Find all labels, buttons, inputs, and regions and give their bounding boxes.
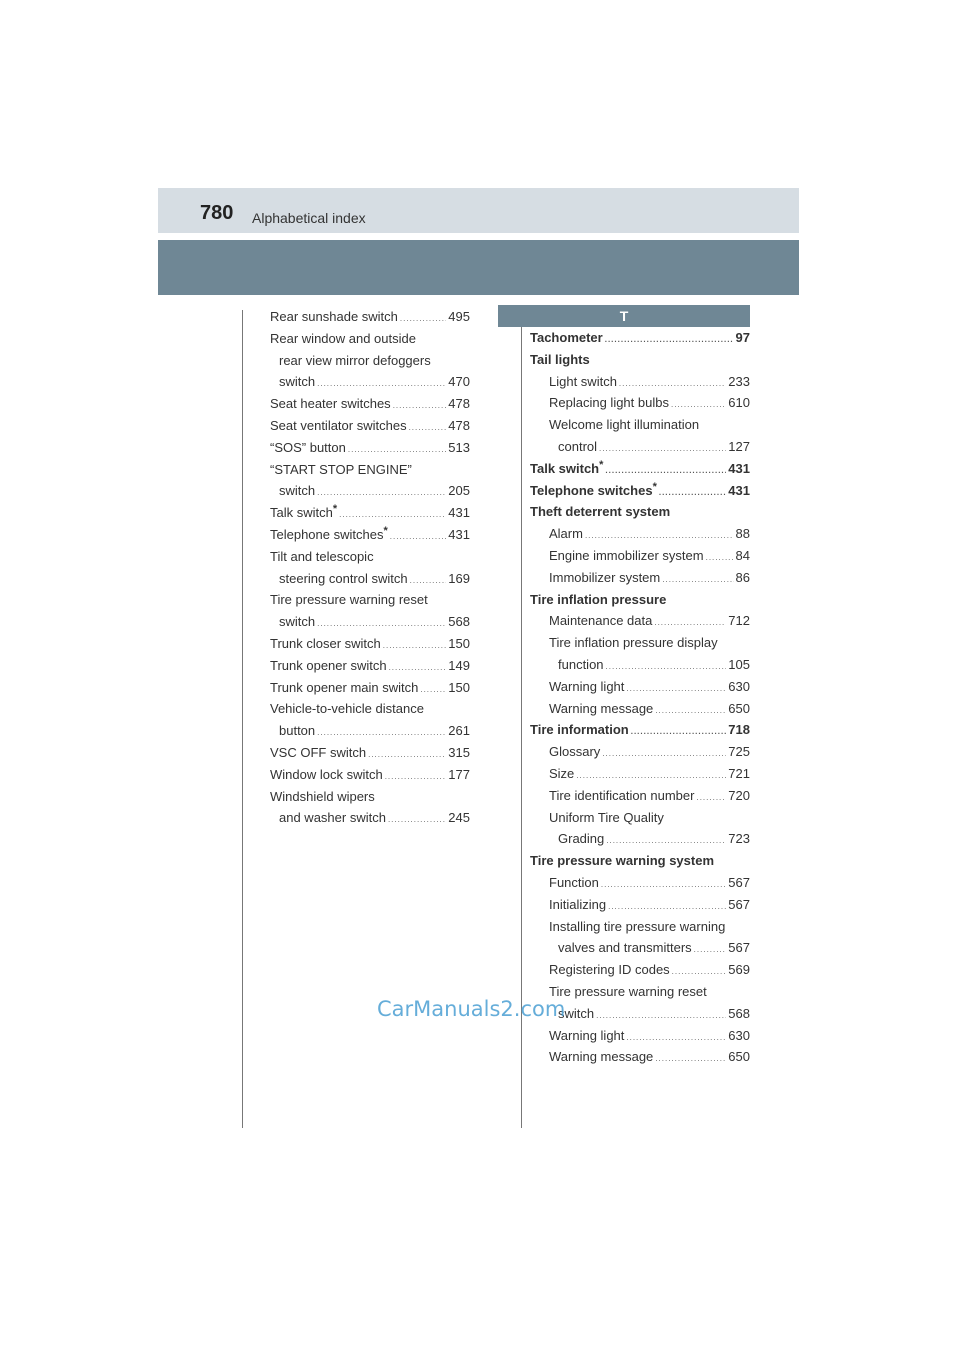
index-entry[interactable]: [270, 698, 470, 720]
index-entry-label: Trunk opener main switch: [270, 679, 419, 695]
index-entry-page: 169: [448, 570, 470, 586]
leader-dots: [672, 961, 727, 983]
index-entry[interactable]: [530, 850, 750, 872]
index-entry-label: Tire pressure warning reset: [549, 983, 707, 999]
index-entry-label: Theft deterrent system: [530, 504, 671, 520]
leader-dots: [400, 308, 446, 330]
index-entry-page: 431: [448, 505, 470, 521]
index-entry-label: Warning message: [549, 700, 654, 716]
section-title: Alphabetical index: [252, 210, 366, 226]
index-entry-page: 723: [728, 831, 750, 847]
leader-dots: [368, 744, 446, 766]
index-entry-label: switch: [279, 483, 316, 499]
index-entry-label: Grading: [558, 831, 605, 847]
index-entry-label: Light switch: [549, 373, 617, 389]
leader-dots: [655, 700, 726, 722]
index-entry-label: Immobilizer system: [549, 569, 661, 585]
index-entry-label: Seat ventilator switches: [270, 417, 407, 433]
index-entry[interactable]: [270, 459, 470, 481]
index-entry[interactable]: [530, 327, 750, 349]
leader-dots: [605, 460, 726, 482]
index-entry-page: 478: [448, 396, 470, 412]
leader-dots: [605, 329, 734, 351]
index-entry-label: Telephone switches: [530, 482, 653, 498]
index-entry-label: steering control switch: [279, 570, 408, 586]
index-entry-label: Engine immobilizer system: [549, 547, 704, 563]
index-entry-page: 569: [728, 962, 750, 978]
index-entry-page: 105: [728, 656, 750, 672]
index-column-right: [530, 327, 750, 1068]
index-entry[interactable]: [270, 568, 470, 590]
index-entry-label: function: [558, 656, 604, 672]
footnote-asterisk: *: [599, 458, 604, 471]
leader-dots: [696, 787, 726, 809]
index-entry-label: Tire identification number: [549, 787, 695, 803]
index-entry[interactable]: [530, 610, 750, 632]
leader-dots: [706, 547, 734, 569]
index-entry-label: Seat heater switches: [270, 396, 391, 412]
leader-dots: [385, 766, 447, 788]
index-entry[interactable]: [270, 677, 470, 699]
index-entry-label: Trunk closer switch: [270, 635, 381, 651]
index-entry-page: 97: [735, 330, 750, 345]
leader-dots: [317, 722, 446, 744]
leader-dots: [662, 569, 733, 591]
index-entry[interactable]: [270, 546, 470, 568]
index-entry-label: Initializing: [549, 896, 607, 912]
index-entry[interactable]: [530, 1046, 750, 1068]
index-entry-page: 567: [728, 940, 750, 956]
leader-dots: [409, 417, 447, 439]
watermark: CarManuals2.com: [377, 997, 566, 1021]
leader-dots: [626, 1027, 726, 1049]
index-entry-label: Installing tire pressure warning: [549, 918, 726, 934]
index-entry-page: 725: [728, 744, 750, 760]
index-entry-label: VSC OFF switch: [270, 744, 367, 760]
index-entry[interactable]: [530, 741, 750, 763]
index-entry-page: 431: [728, 460, 750, 476]
index-entry[interactable]: [270, 742, 470, 764]
leader-dots: [599, 438, 726, 460]
index-entry-label: Tachometer: [530, 330, 603, 345]
index-entry-label: “SOS” button: [270, 439, 346, 455]
leader-dots: [619, 373, 726, 395]
leader-dots: [317, 373, 446, 395]
leader-dots: [420, 679, 446, 701]
index-entry-page: 150: [448, 635, 470, 651]
index-entry[interactable]: [270, 764, 470, 786]
section-letter-band: T: [498, 305, 750, 327]
index-entry[interactable]: [270, 633, 470, 655]
index-entry[interactable]: [530, 785, 750, 807]
index-entry[interactable]: [270, 611, 470, 633]
index-entry-page: 149: [448, 657, 470, 673]
index-entry-label: Talk switch: [270, 505, 333, 521]
leader-dots: [339, 504, 446, 526]
index-entry-page: 720: [728, 787, 750, 803]
header-band: [158, 240, 799, 295]
index-entry[interactable]: [270, 655, 470, 677]
leader-dots: [631, 721, 727, 743]
leader-dots: [585, 525, 734, 547]
leader-dots: [694, 939, 727, 961]
index-entry-page: 568: [448, 614, 470, 630]
index-entry-label: Tire inflation pressure display: [549, 635, 718, 651]
index-entry-page: 150: [448, 679, 470, 695]
index-entry-label: Tire pressure warning reset: [270, 592, 428, 608]
index-entry[interactable]: [530, 937, 750, 959]
index-entry-label: Rear window and outside: [270, 330, 416, 346]
index-entry[interactable]: [270, 328, 470, 350]
index-entry[interactable]: [270, 720, 470, 742]
index-entry-label: Registering ID codes: [549, 962, 670, 978]
index-entry-label: switch: [558, 1005, 595, 1021]
index-entry-label: Talk switch: [530, 460, 600, 476]
index-entry-page: 177: [448, 766, 470, 782]
index-entry[interactable]: [530, 414, 750, 436]
index-entry-page: 233: [728, 373, 750, 389]
index-entry[interactable]: [530, 371, 750, 393]
page-number: 780: [200, 202, 234, 224]
index-entry[interactable]: [530, 916, 750, 938]
index-entry-page: 86: [735, 569, 750, 585]
leader-dots: [348, 439, 446, 461]
index-entry-label: Warning message: [549, 1049, 654, 1065]
index-entry-label: switch: [279, 374, 316, 390]
index-entry-page: 630: [728, 678, 750, 694]
index-entry[interactable]: [530, 632, 750, 654]
index-entry[interactable]: [530, 545, 750, 567]
index-entry[interactable]: [270, 589, 470, 611]
index-entry-label: valves and transmitters: [558, 940, 692, 956]
index-entry[interactable]: [530, 501, 750, 523]
index-entry-label: Telephone switches: [270, 526, 384, 542]
index-entry-label: Window lock switch: [270, 766, 383, 782]
index-entry-page: 718: [728, 722, 750, 738]
leader-dots: [602, 743, 726, 765]
index-entry[interactable]: [270, 350, 470, 372]
index-entry-label: “START STOP ENGINE”: [270, 461, 412, 477]
index-entry-page: 568: [728, 1005, 750, 1021]
index-entry-label: Size: [549, 765, 575, 781]
index-entry-page: 712: [728, 613, 750, 629]
index-entry-label: Alarm: [549, 526, 583, 542]
index-entry[interactable]: [270, 786, 470, 808]
index-entry[interactable]: [270, 807, 470, 829]
leader-dots: [606, 830, 726, 852]
index-entry[interactable]: [530, 763, 750, 785]
index-entry[interactable]: [530, 828, 750, 850]
index-entry[interactable]: [270, 437, 470, 459]
index-entry-label: Function: [549, 874, 599, 890]
index-entry-label: control: [558, 438, 598, 454]
index-entry-page: 88: [735, 526, 750, 542]
leader-dots: [626, 678, 726, 700]
index-entry-label: Tire inflation pressure: [530, 591, 667, 607]
leader-dots: [317, 613, 446, 635]
index-entry-page: 567: [728, 874, 750, 890]
index-entry[interactable]: [530, 807, 750, 829]
leader-dots: [383, 635, 447, 657]
index-entry[interactable]: [530, 654, 750, 676]
index-entry-page: 610: [728, 395, 750, 411]
index-entry[interactable]: [530, 589, 750, 611]
index-entry-page: 630: [728, 1027, 750, 1043]
index-entry-label: Rear sunshade switch: [270, 309, 398, 324]
index-entry-label: Vehicle-to-vehicle distance: [270, 701, 424, 717]
left-margin-rule: [242, 310, 243, 1128]
index-entry-page: 567: [728, 896, 750, 912]
leader-dots: [388, 809, 446, 831]
index-entry-page: 431: [448, 526, 470, 542]
index-entry-label: Warning light: [549, 1027, 625, 1043]
index-entry-page: 84: [735, 547, 750, 563]
leader-dots: [655, 1048, 726, 1070]
index-entry-page: 721: [728, 765, 750, 781]
index-entry-page: 470: [448, 374, 470, 390]
leader-dots: [601, 874, 726, 896]
index-entry-page: 650: [728, 700, 750, 716]
index-entry-page: 495: [448, 309, 470, 324]
leader-dots: [389, 657, 447, 679]
index-entry-page: 127: [728, 438, 750, 454]
index-entry[interactable]: [530, 458, 750, 480]
index-column-left: [270, 306, 470, 829]
index-entry-label: Welcome light illumination: [549, 417, 700, 433]
index-entry-page: 650: [728, 1049, 750, 1065]
index-entry-label: Replacing light bulbs: [549, 395, 669, 411]
leader-dots: [659, 482, 726, 504]
index-entry-label: and washer switch: [279, 810, 386, 826]
index-entry-page: 205: [448, 483, 470, 499]
index-entry[interactable]: [530, 698, 750, 720]
index-entry-label: Windshield wipers: [270, 788, 375, 804]
index-entry-label: Tail lights: [530, 351, 590, 367]
index-entry[interactable]: [530, 567, 750, 589]
index-entry-label: Trunk opener switch: [270, 657, 387, 673]
index-entry-label: Tire information: [530, 722, 629, 738]
index-entry[interactable]: [270, 371, 470, 393]
index-entry-label: Tilt and telescopic: [270, 548, 374, 564]
index-entry[interactable]: [530, 676, 750, 698]
leader-dots: [596, 1005, 726, 1027]
leader-dots: [654, 612, 726, 634]
leader-dots: [671, 394, 726, 416]
index-entry-page: 431: [728, 482, 750, 498]
index-entry-label: button: [279, 723, 316, 739]
index-entry-label: switch: [279, 614, 316, 630]
leader-dots: [576, 765, 726, 787]
index-entry-label: Uniform Tire Quality: [549, 809, 664, 825]
index-entry[interactable]: [270, 524, 470, 546]
index-entry[interactable]: [270, 502, 470, 524]
index-entry-label: Warning light: [549, 678, 625, 694]
index-entry[interactable]: [530, 872, 750, 894]
index-entry-page: 513: [448, 439, 470, 455]
index-entry-label: Maintenance data: [549, 613, 653, 629]
index-entry[interactable]: [270, 306, 470, 328]
index-entry-label: Tire pressure warning system: [530, 853, 715, 869]
index-entry[interactable]: [270, 480, 470, 502]
index-entry-label: rear view mirror defoggers: [279, 352, 431, 368]
index-entry-page: 478: [448, 417, 470, 433]
index-entry[interactable]: [530, 719, 750, 741]
index-entry-page: 315: [448, 744, 470, 760]
index-entry[interactable]: [530, 959, 750, 981]
leader-dots: [410, 570, 447, 592]
leader-dots: [608, 896, 726, 918]
leader-dots: [606, 656, 727, 678]
index-entry[interactable]: [530, 392, 750, 414]
index-entry[interactable]: [530, 1025, 750, 1047]
index-entry-page: 245: [448, 810, 470, 826]
leader-dots: [390, 526, 447, 548]
index-entry[interactable]: [270, 415, 470, 437]
index-entry-label: Glossary: [549, 744, 601, 760]
leader-dots: [393, 395, 447, 417]
index-entry[interactable]: [530, 523, 750, 545]
index-entry[interactable]: [530, 349, 750, 371]
index-entry[interactable]: [530, 480, 750, 502]
index-entry[interactable]: [530, 436, 750, 458]
footnote-asterisk: *: [383, 524, 388, 537]
index-entry-page: 261: [448, 723, 470, 739]
footnote-asterisk: *: [332, 503, 338, 516]
footnote-asterisk: *: [652, 480, 657, 493]
index-entry[interactable]: [270, 393, 470, 415]
index-entry[interactable]: [530, 894, 750, 916]
